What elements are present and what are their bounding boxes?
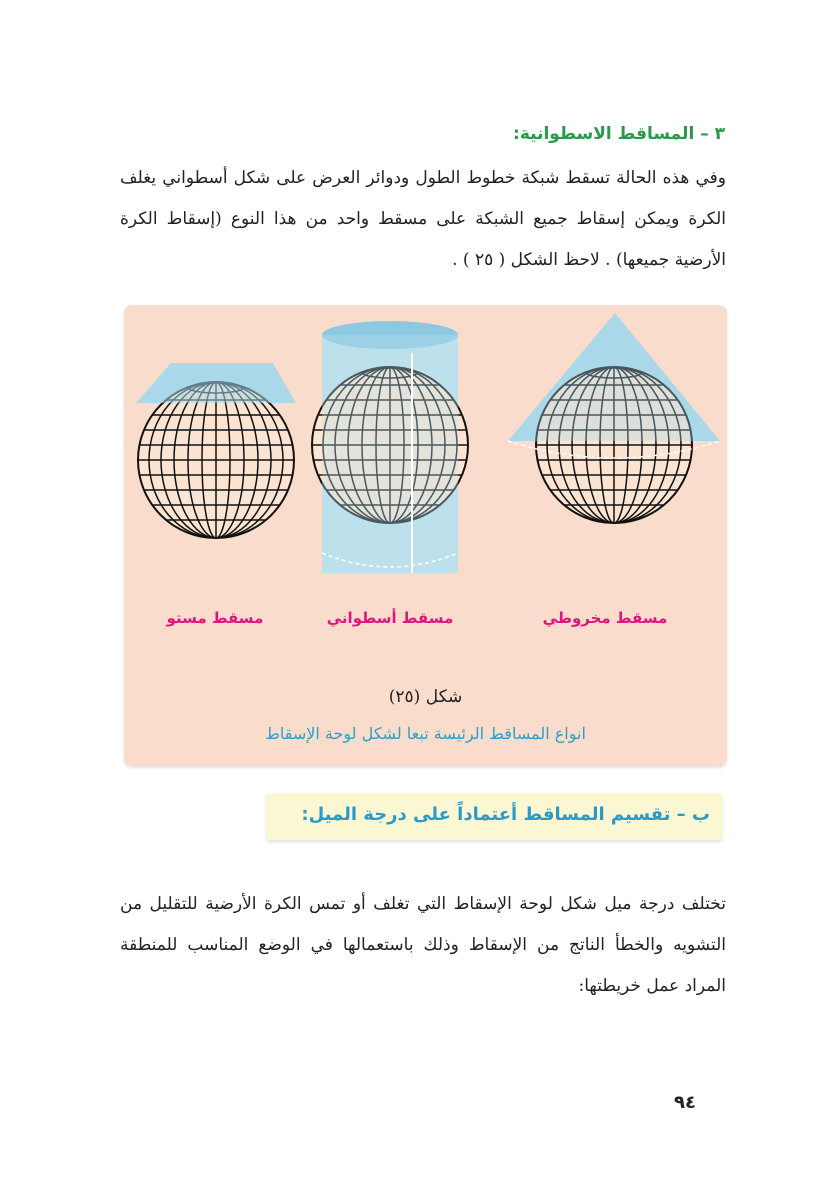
subsection-heading: ب – تقسيم المساقط أعتماداً على درجة الميل: [301, 804, 710, 825]
cylindrical-projection-label: مسقط أسطواني [326, 609, 454, 627]
page-number: ٩٤ [674, 1092, 696, 1113]
planar-projection-graphic [136, 363, 296, 538]
cylindrical-projection-graphic [312, 321, 468, 573]
planar-projection-label: مسقط مستو [166, 609, 264, 627]
subsection-heading-bar [266, 793, 722, 840]
section-heading: ٣ – المساقط الاسطوانية: [513, 124, 725, 144]
conical-projection-label: مسقط مخروطي [542, 609, 668, 627]
section-paragraph: وفي هذه الحالة تسقط شبكة خطوط الطول ودوائر العرض على شكل أسطواني يغلف الكرة ويمكن إسقاط جميع الشبكة على مسقط واحد من هذا النوع (إسقاط الكرة الأرضية جميعها) . لاحظ الشكل ( ٢٥ ) . [120, 168, 726, 270]
conical-projection-graphic [508, 313, 720, 523]
figure-caption-title: شكل (٢٥) [388, 687, 463, 707]
subsection-paragraph: تختلف درجة ميل شكل لوحة الإسقاط التي تغلف أو تمس الكرة الأرضية للتقليل من التشويه والخطأ الناتج من الإسقاط وذلك باستعمالها في الوضع المناسب للمنطقة المراد عمل خريطتها: [120, 894, 726, 996]
figure-caption-subtitle: انواع المساقط الرئيسة تبعا لشكل لوحة الإسقاط [265, 724, 586, 743]
